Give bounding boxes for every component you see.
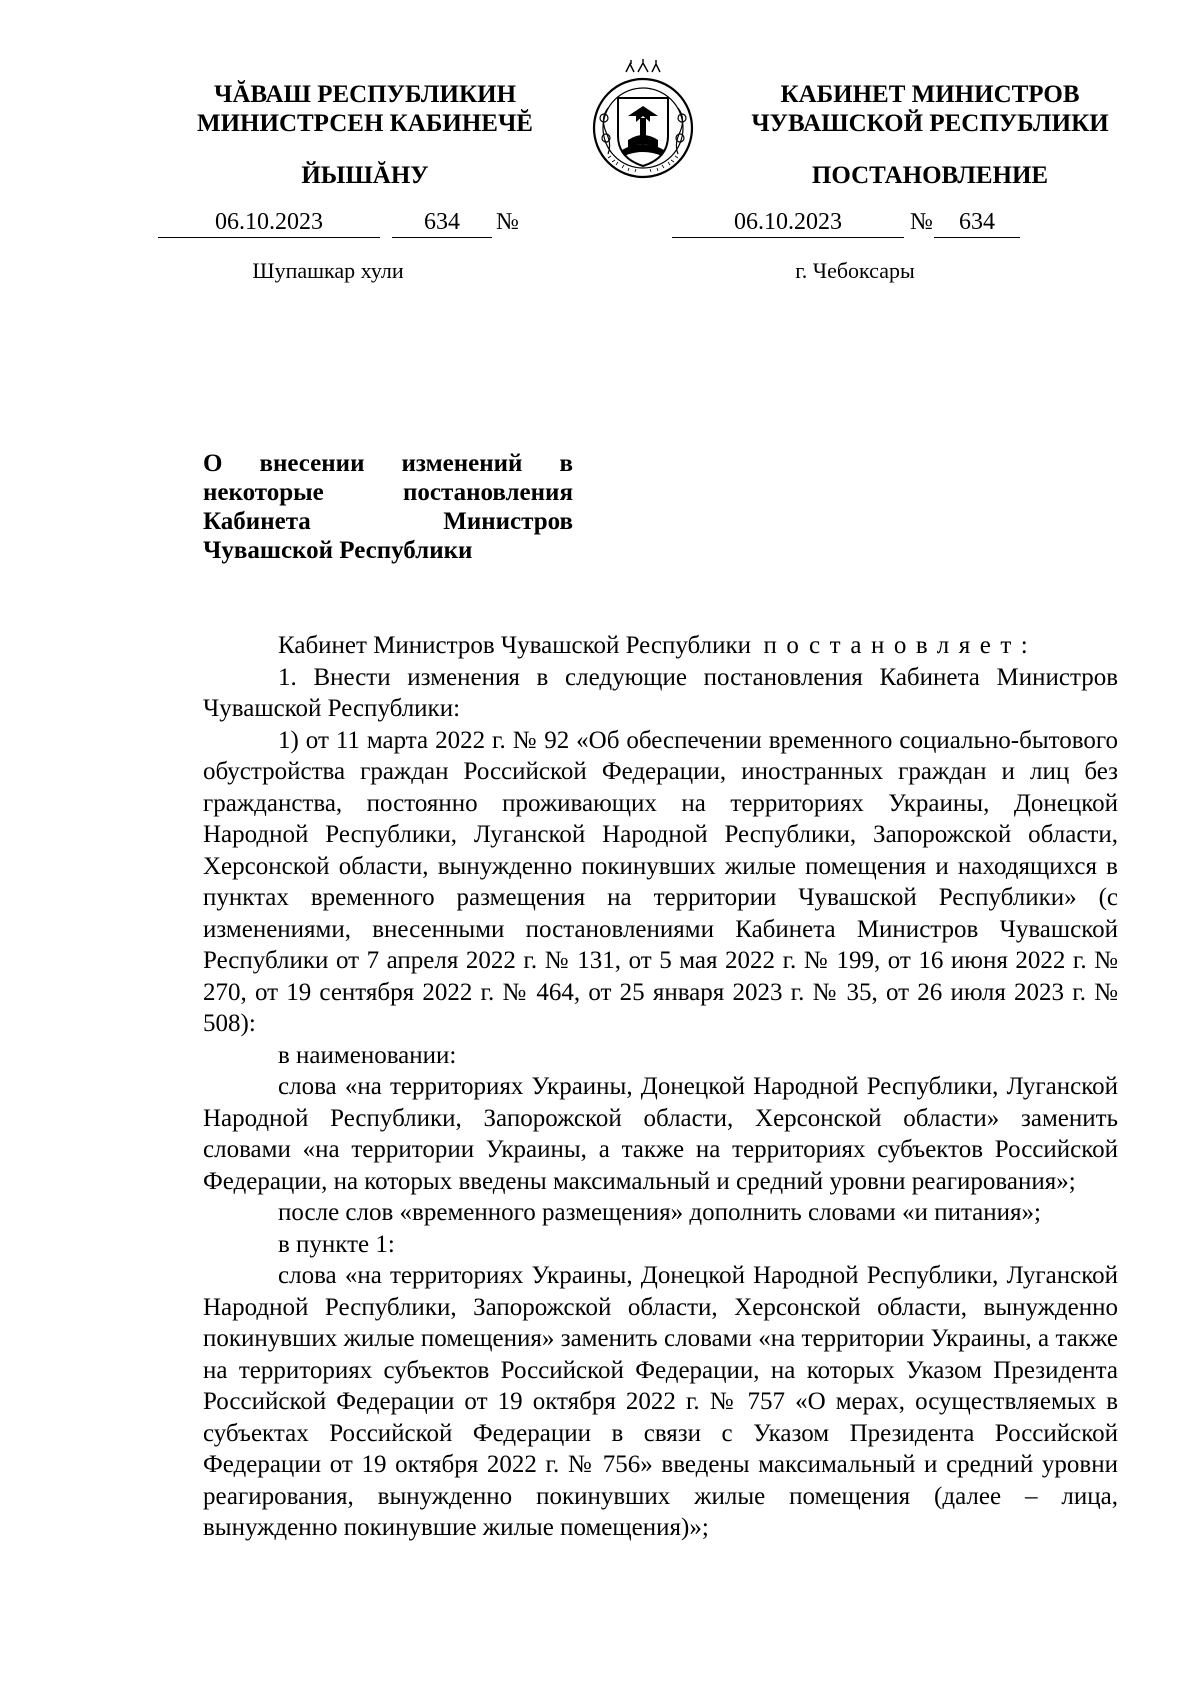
- document-body: [203, 630, 1118, 1544]
- paragraph: слова «на территориях Украины, Донецкой Народной Республики, Луганской Народной Республики, Запорожской области, Херсонской области» заменить словами «на территории Украины, а также на территориях субъектов Российской Федерации, на которых введены максимальный и средний уровни реагирования»;: [203, 1073, 1118, 1195]
- right-number-field: 634: [934, 209, 1020, 238]
- left-org-line2: МИНИСТРСЕН КАБИНЕЧĔ: [197, 110, 533, 137]
- preamble-text: Кабинет Министров Чувашской Республики: [278, 632, 752, 659]
- left-city: Шупашкар хули: [252, 258, 404, 283]
- right-doctype: ПОСТАНОВЛЕНИЕ: [811, 162, 1049, 189]
- preamble: [203, 630, 1118, 662]
- paragraph: 1) от 11 марта 2022 г. № 92 «Об обеспечении временного социально-бытового обустройства граждан Российской Федерации, иностранных граждан и лиц без гражданства, постоянно проживающих на территориях Украины, Донецкой Народной Республики, Луганской Народной Республики, Запорожской области, Херсонской области, вынужденно покинувших жилые помещения и находящихся в пунктах временного размещения на территории Чувашской Республики» (с изменениями, внесенными постановлениями Кабинета Министров Чувашской Республики от 7 апреля 2022 г. № 131, от 5 мая 2022 г. № 199, от 16 июня 2022 г. № 270, от 19 сентября 2022 г. № 464, от 25 января 2023 г. № 35, от 26 июля 2023 г. № 508):: [203, 726, 1118, 1037]
- left-doctype: ЙЫШĂНУ: [301, 162, 429, 189]
- paragraph: слова «на территориях Украины, Донецкой Народной Республики, Луганской Народной Республики, Запорожской области, Херсонской области, вынужденно покинувших жилые помещения» заменить словами «на территории Украины, а также на территориях субъектов Российской Федерации, на которых Указом Президента Российской Федерации от 19 октября 2022 г. № 757 «О мерах, осуществляемых в субъектах Российской Федерации в связи с Указом Президента Российской Федерации от 19 октября 2022 г. № 756» введены максимальный и средний уровни реагирования, вынужденно покинувших жилые помещения (далее – лица, вынужденно покинувшие жилые помещения)»;: [203, 1262, 1118, 1541]
- paragraph: 1. Внести изменения в следующие постановления Кабинета Министров Чувашской Республики:: [203, 663, 1118, 722]
- right-date-field: 06.10.2023: [672, 209, 904, 238]
- right-city: г. Чебоксары: [795, 258, 915, 283]
- right-org-name: [720, 80, 1140, 138]
- document-subject: О внесении изменений в некоторые постановления Кабинета Министров Чувашской Республики: [203, 450, 573, 564]
- paragraph: после слов «временного размещения» дополнить словами «и питания»;: [278, 1199, 1041, 1226]
- left-org-name: [150, 80, 580, 138]
- right-number-sign: №: [910, 209, 933, 235]
- preamble-verb: постановляет:: [763, 632, 1038, 659]
- right-org-line1: КАБИНЕТ МИНИСТРОВ: [780, 81, 1080, 108]
- right-org-line2: ЧУВАШСКОЙ РЕСПУБЛИКИ: [751, 110, 1109, 137]
- paragraph: в наименовании:: [278, 1041, 457, 1069]
- coat-of-arms-icon: [578, 58, 708, 180]
- paragraph: в пункте 1:: [278, 1230, 395, 1258]
- left-number-field: 634: [392, 209, 492, 238]
- left-date-field: 06.10.2023: [158, 209, 380, 238]
- left-org-line1: ЧĂВАШ РЕСПУБЛИКИН: [213, 81, 517, 108]
- left-number-sign: №: [496, 209, 519, 235]
